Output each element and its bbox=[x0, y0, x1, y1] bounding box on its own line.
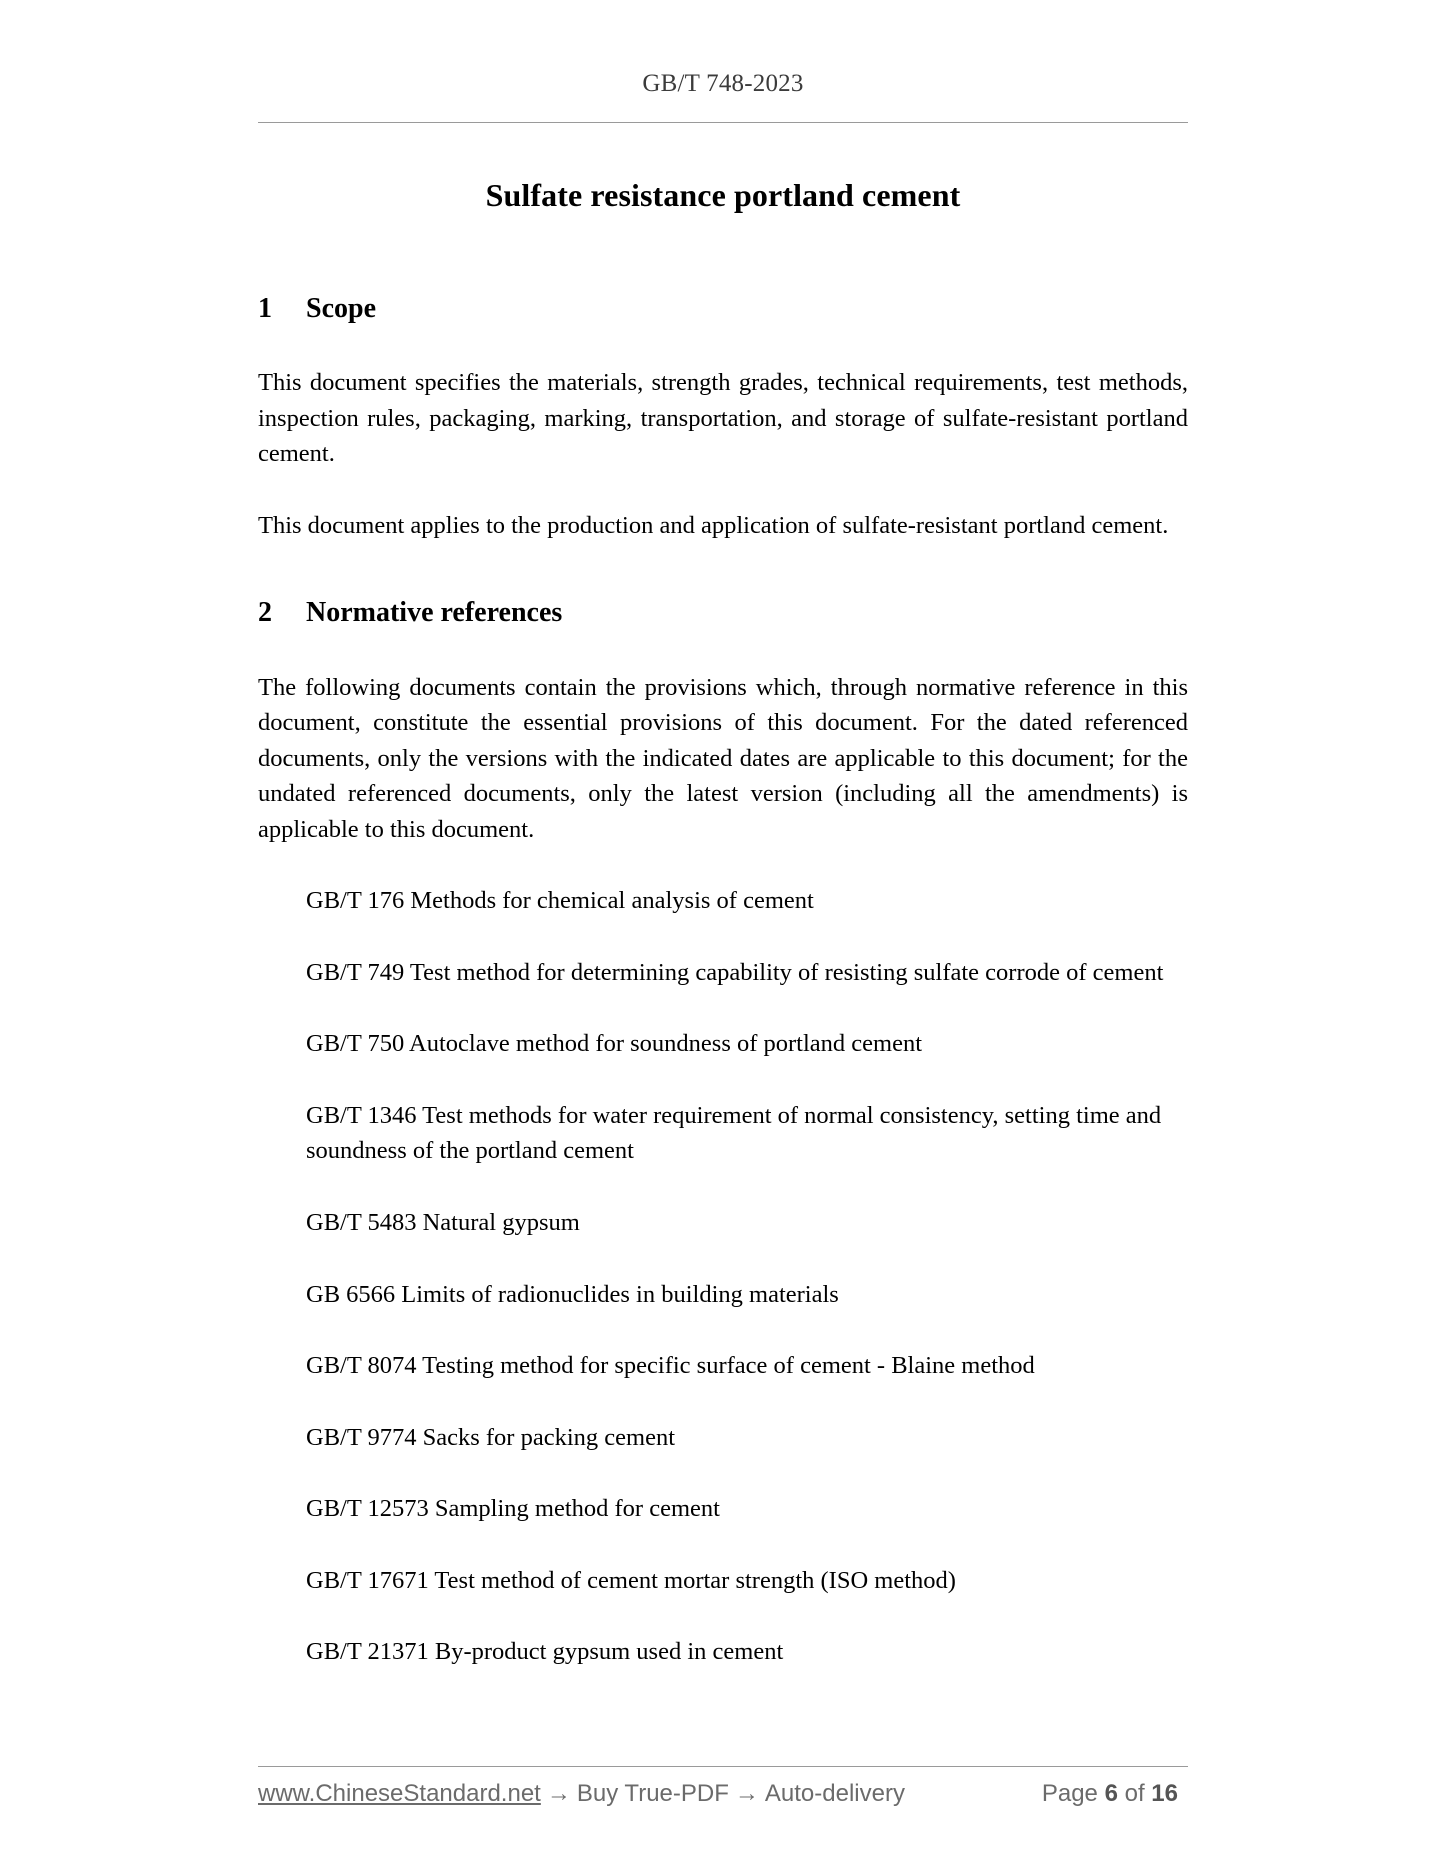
footer-url-link[interactable]: www.ChineseStandard.net bbox=[258, 1780, 541, 1807]
normative-reference-list bbox=[258, 883, 1188, 1669]
footer-divider bbox=[258, 1766, 1188, 1767]
scope-paragraph-2: This document applies to the production and application of sulfate-resistant portland cement. bbox=[258, 511, 1169, 539]
document-title: Sulfate resistance portland cement bbox=[485, 177, 961, 213]
normative-intro-paragraph: The following documents contain the provisions which, through normative reference in this document, constitute the essential provisions of this document. For the dated referenced documents, only the versions with the indicated dates are applicable to this document; for the undated referenced documents, only the latest version (including all the amendments) is applicable to this document. bbox=[258, 673, 1188, 843]
header-divider bbox=[258, 122, 1188, 123]
reference-item: GB/T 5483 Natural gypsum bbox=[306, 1209, 580, 1236]
page-number: 6 bbox=[1104, 1780, 1118, 1807]
section-title-1: Scope bbox=[306, 293, 376, 324]
section-heading-2 bbox=[258, 595, 1188, 631]
reference-item: GB/T 749 Test method for determining capability of resisting sulfate corrode of cement bbox=[306, 958, 1164, 986]
arrow-right-icon: → bbox=[546, 1780, 571, 1807]
page-total: 16 bbox=[1151, 1780, 1178, 1807]
page-footer bbox=[258, 1780, 1188, 1808]
footer-buy-label: Buy True-PDF bbox=[576, 1780, 729, 1807]
scope-paragraph-1: This document specifies the materials, strength grades, technical requirements, test methods, inspection rules, packaging, marking, transportation, and storage of sulfate-resistant portland cement. bbox=[258, 369, 1188, 468]
reference-item: GB/T 176 Methods for chemical analysis of cement bbox=[306, 887, 814, 915]
page-of-label: of bbox=[1124, 1780, 1145, 1807]
footer-promo bbox=[258, 1780, 905, 1808]
page-indicator bbox=[1042, 1780, 1188, 1808]
section-number-1: 1 bbox=[258, 293, 272, 324]
reference-item: GB/T 12573 Sampling method for cement bbox=[306, 1495, 720, 1523]
running-header bbox=[258, 70, 1188, 98]
section-number-2: 2 bbox=[258, 597, 272, 629]
page-label: Page bbox=[1041, 1780, 1098, 1807]
reference-item: GB/T 9774 Sacks for packing cement bbox=[306, 1423, 676, 1451]
reference-item: GB/T 17671 Test method of cement mortar strength (ISO method) bbox=[306, 1566, 956, 1594]
section-title-2: Normative references bbox=[306, 597, 563, 629]
reference-item: GB 6566 Limits of radionuclides in building materials bbox=[306, 1280, 839, 1308]
running-header-title: GB/T 748-2023 bbox=[642, 70, 804, 97]
section-heading-1 bbox=[258, 291, 1188, 327]
reference-item: GB/T 21371 By-product gypsum used in cement bbox=[306, 1638, 784, 1666]
reference-item: GB/T 1346 Test methods for water requirement of normal consistency, setting time and soundness of the portland cement bbox=[306, 1101, 1162, 1165]
reference-item: GB/T 8074 Testing method for specific surface of cement - Blaine method bbox=[306, 1352, 1035, 1380]
reference-item: GB/T 750 Autoclave method for soundness of portland cement bbox=[306, 1030, 923, 1058]
footer-delivery-label: Auto-delivery bbox=[764, 1780, 905, 1807]
arrow-right-icon: → bbox=[734, 1780, 759, 1807]
document-body bbox=[258, 175, 1188, 1670]
